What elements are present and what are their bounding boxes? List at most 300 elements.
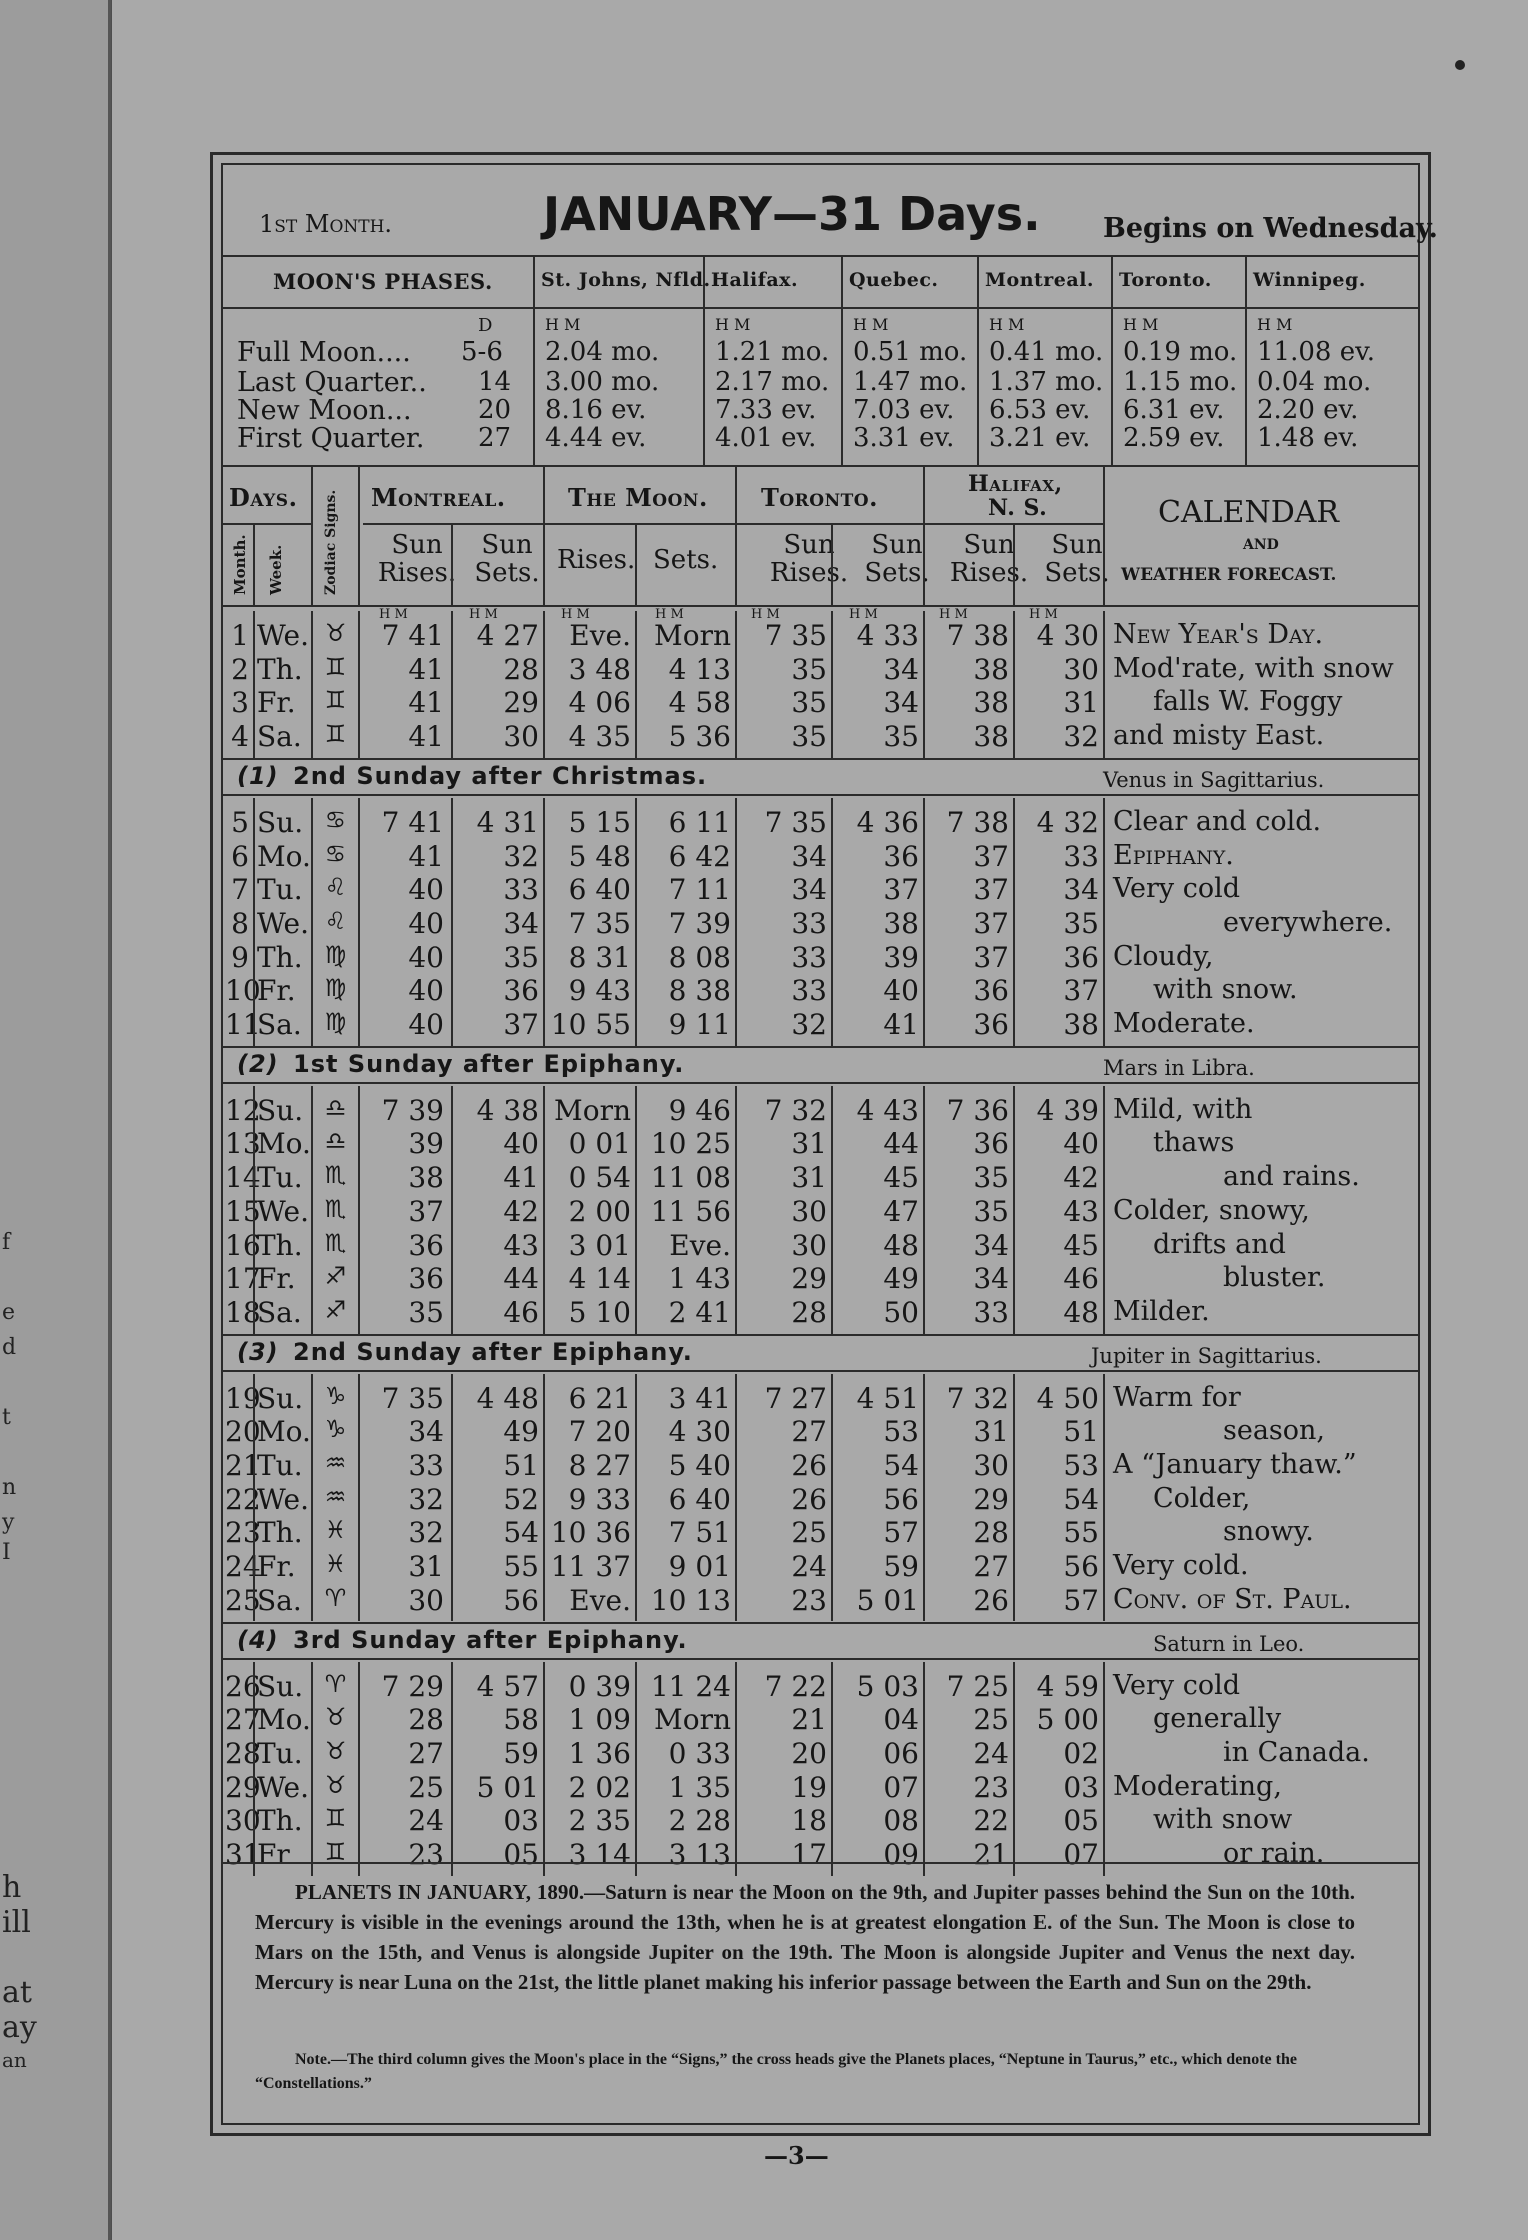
day-of-week: Su. [257, 1093, 304, 1127]
time-value: 6 11 [668, 805, 731, 839]
time-value: 7 39 [381, 1093, 444, 1127]
weather-note: Very cold [1113, 873, 1241, 905]
column-divider [735, 1662, 737, 1876]
time-value: 27 [408, 1736, 444, 1770]
time-value: 1 09 [568, 1703, 631, 1737]
column-divider [311, 1662, 313, 1876]
column-divider [253, 1662, 255, 1876]
time-value: 33 [791, 974, 827, 1008]
column-divider [451, 523, 453, 605]
time-value: 02 [1063, 1736, 1099, 1770]
zodiac-sign: ♍ [324, 940, 347, 969]
divider [223, 307, 1418, 309]
time-value: 7 35 [381, 1381, 444, 1415]
time-value: 35 [791, 686, 827, 720]
zodiac-sign: ♏ [324, 1161, 347, 1190]
time-value: 31 [973, 1415, 1009, 1449]
day-of-month: 10 [225, 974, 261, 1008]
phase-time: 7.03 ev. [853, 395, 955, 425]
time-value: 07 [1063, 1838, 1099, 1871]
column-divider [923, 465, 925, 605]
time-value: 4 14 [568, 1262, 631, 1296]
day-of-week: Sa. [257, 1295, 302, 1329]
time-value: 36 [883, 839, 919, 873]
time-value: 46 [503, 1295, 539, 1329]
time-value: 28 [791, 1295, 827, 1329]
time-value: 36 [408, 1228, 444, 1262]
time-value: 40 [408, 940, 444, 974]
phase-time: 2.17 mo. [715, 367, 830, 397]
time-value: 26 [791, 1482, 827, 1516]
day-of-month: 15 [225, 1194, 261, 1228]
time-value: 34 [1063, 873, 1099, 907]
zodiac-sign: ♓ [324, 1550, 347, 1579]
time-value: 38 [973, 720, 1009, 754]
month-number: 1st Month. [259, 210, 393, 238]
day-of-month: 8 [231, 906, 249, 940]
left-page-fragment: f [2, 1230, 11, 1255]
montreal-header: Montreal. [371, 483, 506, 512]
sunday-number: (3) [237, 1337, 279, 1366]
day-of-week: Th. [257, 1804, 303, 1838]
time-value: 7 36 [946, 1093, 1009, 1127]
planet-position: Jupiter in Sagittarius. [1091, 1343, 1322, 1368]
time-value: 7 29 [381, 1669, 444, 1703]
zodiac-sign: ♊ [324, 1838, 347, 1866]
phase-time: 4.01 ev. [715, 423, 817, 453]
time-value: 04 [883, 1703, 919, 1737]
time-value: 33 [791, 906, 827, 940]
time-value: 23 [973, 1770, 1009, 1804]
time-value: 10 55 [550, 1008, 631, 1041]
time-value: 49 [883, 1262, 919, 1296]
day-of-week: Tu. [257, 1736, 303, 1770]
time-value: 4 57 [476, 1669, 539, 1703]
time-value: 10 25 [650, 1127, 731, 1161]
time-value: 48 [883, 1228, 919, 1262]
time-value: 41 [883, 1008, 919, 1041]
time-value: 11 08 [650, 1161, 731, 1195]
column-divider [543, 1662, 545, 1876]
day-of-week: Mo. [257, 1703, 311, 1737]
time-value: 0 01 [568, 1127, 631, 1161]
time-value: 11 24 [650, 1669, 731, 1703]
phase-time: 2.20 ev. [1257, 395, 1359, 425]
time-value: 3 48 [568, 652, 631, 686]
time-value: 7 41 [381, 619, 444, 652]
time-value: 9 01 [668, 1550, 731, 1584]
time-value: 36 [973, 1008, 1009, 1041]
time-value: 3 13 [668, 1838, 731, 1871]
day-of-week: Tu. [257, 1161, 303, 1195]
left-page-edge [0, 0, 111, 2240]
column-divider [1013, 523, 1015, 605]
day-label: D [478, 315, 493, 336]
zodiac-sign: ♍ [324, 974, 347, 1003]
time-value: 36 [1063, 940, 1099, 974]
time-value: 19 [791, 1770, 827, 1804]
time-value: 5 40 [668, 1449, 731, 1482]
day-of-week: Tu. [257, 1449, 303, 1482]
day-of-week: Mo. [257, 839, 311, 873]
phase-time: 3.21 ev. [989, 423, 1091, 453]
time-value: 44 [883, 1127, 919, 1161]
weather-note: in Canada. [1223, 1736, 1370, 1768]
time-value: 4 50 [1036, 1381, 1099, 1415]
time-value: 7 11 [668, 873, 731, 907]
time-value: 53 [883, 1415, 919, 1449]
time-value: 30 [503, 720, 539, 754]
time-value: Eve. [569, 1583, 631, 1617]
column-divider [358, 1662, 360, 1876]
time-value: 59 [883, 1550, 919, 1584]
time-value: 44 [503, 1262, 539, 1296]
time-value: 40 [408, 1008, 444, 1041]
column-divider [1103, 1662, 1105, 1876]
hm-label: H M [1029, 607, 1058, 622]
time-value: 7 39 [668, 906, 731, 940]
phase-time: 1.15 mo. [1123, 367, 1238, 397]
time-value: 36 [973, 1127, 1009, 1161]
phase-time: 0.04 mo. [1257, 367, 1372, 397]
hm-label: H M [989, 315, 1025, 334]
time-value: 08 [883, 1804, 919, 1838]
column-divider [451, 1086, 453, 1334]
day-of-month: 23 [225, 1516, 261, 1550]
column-divider [451, 1662, 453, 1876]
column-divider [358, 1374, 360, 1622]
time-value: 6 40 [568, 873, 631, 907]
outer-frame [210, 152, 1438, 2136]
left-page-fragment: at [2, 1975, 32, 2010]
weather-note: Very cold [1113, 1669, 1241, 1701]
time-value: 24 [408, 1804, 444, 1838]
zodiac-sign: ♉ [324, 619, 347, 647]
day-of-month: 7 [231, 873, 249, 907]
time-value: Morn [654, 619, 731, 652]
weather-header: WEATHER FORECAST. [1121, 565, 1337, 585]
time-value: 2 35 [568, 1804, 631, 1838]
divider [223, 1370, 1418, 1372]
left-page-fragment: ill [2, 1905, 31, 1940]
weather-note: Clear and cold. [1113, 805, 1322, 837]
weather-note: or rain. [1223, 1838, 1325, 1869]
column-divider [841, 255, 843, 465]
column-divider [451, 1374, 453, 1622]
column-divider [635, 1374, 637, 1622]
moon-rises-header: Rises. [557, 545, 636, 575]
time-value: 34 [791, 873, 827, 907]
weather-note: snowy. [1223, 1516, 1314, 1548]
weather-note: season, [1223, 1415, 1326, 1447]
divider [223, 255, 1418, 257]
calendar-header: CALENDAR [1158, 495, 1339, 530]
column-divider [1245, 255, 1247, 465]
time-value: 32 [408, 1516, 444, 1550]
sunday-label: 1st Sunday after Epiphany. [293, 1049, 685, 1078]
time-value: 7 20 [568, 1415, 631, 1449]
time-value: 05 [1063, 1804, 1099, 1838]
weather-note: with snow. [1153, 974, 1298, 1006]
time-value: 45 [1063, 1228, 1099, 1262]
day-of-month: 3 [231, 686, 249, 720]
time-value: 40 [883, 974, 919, 1008]
time-value: 4 06 [568, 686, 631, 720]
time-value: 5 01 [856, 1583, 919, 1617]
column-divider [831, 798, 833, 1046]
column-divider [543, 611, 545, 758]
time-value: 1 36 [568, 1736, 631, 1770]
day-of-week: We. [257, 1482, 309, 1516]
zodiac-col-label: Zodiac Signs. [323, 489, 339, 595]
day-of-month: 11 [225, 1008, 261, 1041]
phase-time: 6.53 ev. [989, 395, 1091, 425]
column-divider [543, 1086, 545, 1334]
zodiac-sign: ♏ [324, 1194, 347, 1223]
sunday-label: 2nd Sunday after Epiphany. [293, 1337, 693, 1366]
phase-time: 3.31 ev. [853, 423, 955, 453]
time-value: 2 02 [568, 1770, 631, 1804]
time-value: 3 14 [568, 1838, 631, 1871]
time-value: 9 46 [668, 1093, 731, 1127]
time-value: 7 41 [381, 805, 444, 839]
left-page-fragment: an [2, 2048, 27, 2072]
day-of-week: Th. [257, 1516, 303, 1550]
city-name: Montreal. [985, 269, 1095, 291]
day-of-week: Mo. [257, 1415, 311, 1449]
column-divider [635, 611, 637, 758]
time-value: 38 [973, 686, 1009, 720]
time-value: 35 [408, 1295, 444, 1329]
phase-time: 1.48 ev. [1257, 423, 1359, 453]
time-value: 36 [973, 974, 1009, 1008]
time-value: 54 [883, 1449, 919, 1482]
time-value: 34 [883, 652, 919, 686]
time-value: 21 [973, 1838, 1009, 1871]
time-value: 5 00 [1036, 1703, 1099, 1737]
time-value: 34 [791, 839, 827, 873]
time-value: 33 [973, 1295, 1009, 1329]
time-value: 18 [791, 1804, 827, 1838]
time-value: 38 [1063, 1008, 1099, 1041]
time-value: 4 33 [856, 619, 919, 652]
divider [223, 1334, 1418, 1336]
time-value: 4 48 [476, 1381, 539, 1415]
zodiac-sign: ♌ [324, 906, 347, 935]
time-value: 37 [973, 839, 1009, 873]
and-label: AND [1243, 537, 1279, 553]
time-value: 4 13 [668, 652, 731, 686]
column-divider [543, 798, 545, 1046]
zodiac-sign: ♉ [324, 1703, 347, 1732]
time-value: 5 01 [476, 1770, 539, 1804]
time-value: 22 [973, 1804, 1009, 1838]
left-page-fragment: y [2, 1510, 15, 1535]
time-value: 35 [883, 720, 919, 754]
time-value: 34 [973, 1262, 1009, 1296]
column-divider [635, 798, 637, 1046]
time-value: 50 [883, 1295, 919, 1329]
zodiac-sign: ♓ [324, 1516, 347, 1545]
divider [223, 523, 311, 525]
time-value: 37 [1063, 974, 1099, 1008]
time-value: 0 33 [668, 1736, 731, 1770]
zodiac-sign: ♈ [324, 1583, 347, 1612]
time-value: 27 [791, 1415, 827, 1449]
phase-time: 4.44 ev. [545, 423, 647, 453]
time-value: 4 30 [1036, 619, 1099, 652]
city-name: St. Johns, Nfld. [541, 269, 711, 291]
phase-time: 0.19 mo. [1123, 337, 1238, 367]
phase-day: 20 [478, 395, 512, 425]
time-value: 20 [791, 1736, 827, 1770]
column-divider [533, 255, 535, 465]
time-value: 40 [408, 873, 444, 907]
time-value: 34 [503, 906, 539, 940]
column-divider [735, 611, 737, 758]
time-value: 8 27 [568, 1449, 631, 1482]
weather-note: Moderating, [1113, 1770, 1282, 1802]
time-value: 7 38 [946, 619, 1009, 652]
weather-note: Mild, with [1113, 1093, 1253, 1125]
time-value: 41 [408, 686, 444, 720]
sunday-number: (1) [237, 761, 279, 790]
time-value: 9 43 [568, 974, 631, 1008]
city-name: Halifax. [711, 269, 799, 291]
hm-label: H M [469, 607, 498, 622]
weather-note: generally [1153, 1703, 1282, 1735]
time-value: 41 [408, 652, 444, 686]
zodiac-sign: ♑ [324, 1381, 347, 1410]
almanac-page [112, 0, 1528, 2240]
column-divider [451, 611, 453, 758]
time-value: 3 41 [668, 1381, 731, 1415]
zodiac-sign: ♒ [324, 1482, 347, 1511]
column-divider [358, 465, 360, 605]
time-value: 56 [503, 1583, 539, 1617]
time-value: 37 [973, 906, 1009, 940]
column-divider [735, 1374, 737, 1622]
day-of-week: We. [257, 619, 309, 652]
day-of-month: 30 [225, 1804, 261, 1838]
time-value: 8 08 [668, 940, 731, 974]
time-value: 54 [1063, 1482, 1099, 1516]
column-divider [543, 465, 545, 605]
time-value: 34 [883, 686, 919, 720]
column-divider [923, 1662, 925, 1876]
zodiac-sign: ♋ [324, 839, 347, 868]
day-of-week: Mo. [257, 1127, 311, 1161]
zodiac-sign: ♉ [324, 1736, 347, 1765]
time-value: 9 33 [568, 1482, 631, 1516]
phase-name: New Moon... [237, 395, 412, 426]
divider [223, 1658, 1418, 1660]
divider [223, 1622, 1418, 1624]
column-divider [543, 1374, 545, 1622]
time-value: 41 [408, 839, 444, 873]
weather-note: Colder, [1153, 1482, 1251, 1514]
time-value: 4 43 [856, 1093, 919, 1127]
column-divider [253, 523, 255, 605]
time-value: 4 36 [856, 805, 919, 839]
day-of-month: 28 [225, 1736, 261, 1770]
column-divider [1111, 255, 1113, 465]
time-value: 4 38 [476, 1093, 539, 1127]
zodiac-sign: ♎ [324, 1127, 347, 1156]
city-name: Winnipeg. [1253, 269, 1366, 291]
day-of-month: 25 [225, 1583, 261, 1617]
time-value: 4 39 [1036, 1093, 1099, 1127]
time-value: 35 [791, 720, 827, 754]
column-divider [831, 1086, 833, 1334]
time-value: 49 [503, 1415, 539, 1449]
time-value: 29 [973, 1482, 1009, 1516]
zodiac-sign: ♍ [324, 1008, 347, 1036]
time-value: 46 [1063, 1262, 1099, 1296]
time-value: 27 [973, 1550, 1009, 1584]
zodiac-sign: ♊ [324, 652, 347, 681]
time-value: 5 36 [668, 720, 731, 754]
weather-note: Milder. [1113, 1295, 1210, 1327]
weather-note: drifts and [1153, 1228, 1286, 1260]
hm-label: H M [1257, 315, 1293, 334]
time-value: 38 [883, 906, 919, 940]
weather-note: Colder, snowy, [1113, 1194, 1310, 1226]
day-of-week: We. [257, 906, 309, 940]
time-value: 4 31 [476, 805, 539, 839]
weather-note: Cloudy, [1113, 940, 1214, 972]
zodiac-sign: ♊ [324, 1804, 347, 1833]
week-col-label: Week. [267, 544, 285, 595]
column-divider [311, 1086, 313, 1334]
hm-label: H M [939, 607, 968, 622]
time-value: 7 25 [946, 1669, 1009, 1703]
hm-label: H M [715, 315, 751, 334]
time-value: 41 [408, 720, 444, 754]
time-value: 30 [791, 1194, 827, 1228]
time-value: 59 [503, 1736, 539, 1770]
planet-position: Venus in Sagittarius. [1103, 767, 1325, 792]
day-of-month: 9 [231, 940, 249, 974]
day-of-week: Th. [257, 652, 303, 686]
time-value: 6 21 [568, 1381, 631, 1415]
zodiac-sign: ♐ [324, 1295, 347, 1324]
weather-note: A “January thaw.” [1113, 1449, 1357, 1480]
hm-label: H M [853, 315, 889, 334]
time-value: 37 [408, 1194, 444, 1228]
left-page-fragment: e [2, 1300, 16, 1325]
phase-day: 14 [478, 367, 512, 397]
column-divider [1103, 798, 1105, 1046]
weather-note: and misty East. [1113, 720, 1325, 752]
column-divider [635, 523, 637, 605]
time-value: 51 [503, 1449, 539, 1482]
left-page-fragment: ay [2, 2010, 37, 2045]
day-of-month: 24 [225, 1550, 261, 1584]
day-of-week: We. [257, 1770, 309, 1804]
day-of-week: Su. [257, 1381, 304, 1415]
time-value: 37 [973, 873, 1009, 907]
column-divider [1013, 611, 1015, 758]
column-divider [358, 1086, 360, 1334]
day-of-month: 19 [225, 1381, 261, 1415]
column-divider [1013, 1086, 1015, 1334]
day-of-month: 17 [225, 1262, 261, 1296]
time-value: 26 [973, 1583, 1009, 1617]
time-value: 33 [1063, 839, 1099, 873]
time-value: 5 15 [568, 805, 631, 839]
divider [223, 1862, 1418, 1864]
